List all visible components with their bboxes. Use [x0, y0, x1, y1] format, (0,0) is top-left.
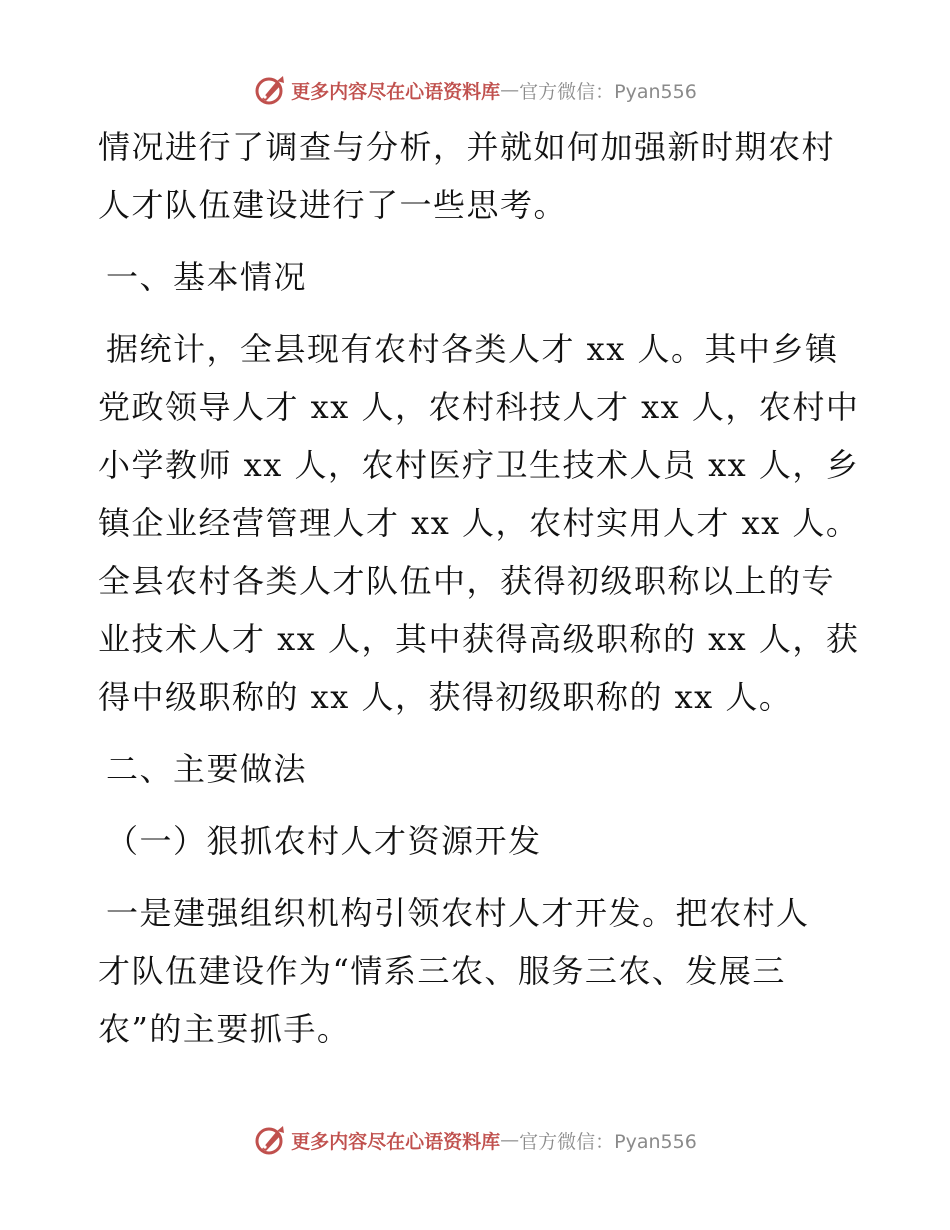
text-line: 才队伍建设作为“情系三农、服务三农、发展三: [98, 952, 786, 990]
text-line: 农”的主要抓手。: [98, 1010, 351, 1048]
text-line: 小学教师 xx 人，农村医疗卫生技术人员 xx 人，乡: [98, 446, 860, 484]
banner-site-name: 更多内容尽在心语资料库: [291, 80, 501, 103]
text-line: 党政领导人才 xx 人，农村科技人才 xx 人，农村中: [98, 388, 860, 426]
subsection-heading: （一）狠抓农村人才资源开发: [106, 822, 542, 860]
text-line: 得中级职称的 xx 人，获得初级职称的 xx 人。: [98, 678, 793, 716]
footer-banner: [0, 1120, 950, 1160]
banner-wechat: 官方微信：Pyan556: [519, 1130, 697, 1153]
document-body: [98, 118, 858, 1058]
text-line: 业技术人才 xx 人，其中获得高级职称的 xx 人，获: [98, 620, 860, 658]
section-heading-practices: 二、主要做法: [106, 750, 308, 788]
paragraph-statistics: [98, 320, 858, 726]
text-line: 人才队伍建设进行了一些思考。: [98, 186, 568, 224]
text-line: 全县农村各类人才队伍中，获得初级职称以上的专: [98, 562, 836, 600]
text-line: 一是建强组织机构引领农村人才开发。把农村人: [106, 894, 810, 932]
pen-nib-swirl-icon: [253, 1123, 287, 1157]
paragraph-organization: [98, 884, 858, 1058]
banner-dash: —: [500, 1129, 520, 1151]
banner-wechat: 官方微信：Pyan556: [519, 80, 697, 103]
paragraph-intro: [98, 118, 858, 234]
pen-nib-swirl-icon: [253, 73, 287, 107]
section-heading-basic: 一、基本情况: [106, 258, 308, 296]
text-line: 据统计，全县现有农村各类人才 xx 人。其中乡镇: [106, 330, 839, 368]
text-line: 情况进行了调查与分析，并就如何加强新时期农村: [98, 128, 836, 166]
header-banner: [0, 70, 950, 110]
text-line: 镇企业经营管理人才 xx 人，农村实用人才 xx 人。: [98, 504, 860, 542]
banner-site-name: 更多内容尽在心语资料库: [291, 1130, 501, 1153]
banner-dash: —: [500, 79, 520, 101]
